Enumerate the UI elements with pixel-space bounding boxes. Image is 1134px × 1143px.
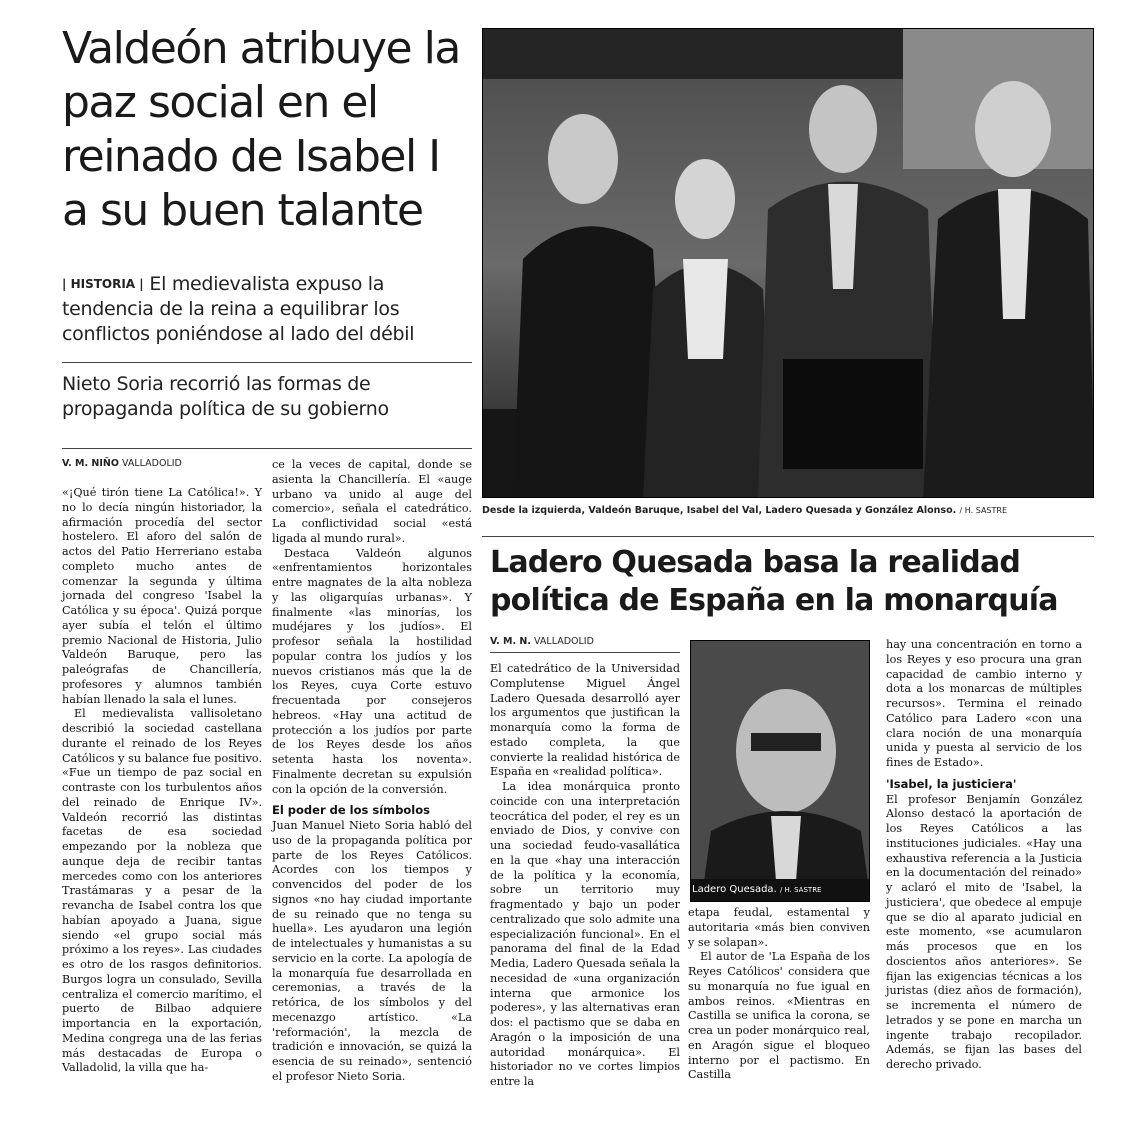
paragraph: La idea monárquica pronto coincide con una interpretación teocrática del poder, el rey es un enviado de Dios, y convive con una sociedad feudo-vasallática en la que «hay una interacción de la política y la economía, sobre un territorio muy fragmentado y bajo un poder centralizado que solo admite una especialización funcional». En el panorama del final de la Edad Media, Ladero Quesada señala la necesidad de «una organización interna que armonice los poderes», y las alternativas eran dos: el pactismo que se daba en Aragón o la imposición de una autoridad monárquica». El historiador no ve cortes limpios entre la xyxy=(490,780,680,1088)
byline-author: V. M. N. xyxy=(490,636,531,647)
subheadline-text: El medievalista expuso la tendencia de la reina a equilibrar los conflictos poniéndose al lado del débil xyxy=(62,273,415,345)
divider xyxy=(62,362,472,363)
article2-column-1 xyxy=(490,662,680,1090)
paragraph: El medievalista vallisoletano describió la sociedad castellana durante el reinado de los Reyes Católicos y su balance fue positivo. «Fue un tiempo de paz social en contraste con los turbulentos años del reinado de Enrique IV». Valdeón recorrió las distintas facetas de esa sociedad empezando por la nobleza que aunque deja de recibir tantas mercedes como con los anteriores Trastámaras y a pesar de la revancha de Isabel contra los que habían apoyado a Juana, sigue siendo «el grupo social más próximo a los reyes». Las ciudades es otro de los rasgos definitorios. Burgos logra un consulado, Sevilla centraliza el comercio marítimo, el puerto de Bilbao adquiere importancia en la exportación, Medina congrega una de las ferias más destacadas de Europa o Valladolid, la villa que ha- xyxy=(62,707,262,1075)
section-heading: El poder de los símbolos xyxy=(272,803,430,818)
group-photo xyxy=(482,28,1094,498)
photo-credit: / H. SASTRE xyxy=(959,506,1008,515)
section-tag: | HISTORIA | xyxy=(62,277,144,291)
paragraph: El catedrático de la Universidad Complutense Miguel Ángel Ladero Quesada desarrolló ayer los argumentos que justifican la monarquía como la forma de estado completa, la que convierte la realidad histórica de España en «realidad política». xyxy=(490,662,680,779)
portrait-photo xyxy=(690,640,870,902)
paragraph: ce la veces de capital, donde se asienta la Chancillería. El «auge urbano va unido al auge del comercio», señala el catedrático. La conflictividad social «está ligada al mundo rural». xyxy=(272,458,472,545)
paragraph: hay una concentración en torno a los Reyes y eso procura una gran capacidad de cambio interno y dota a los monarcas de múltiples recursos». Termina el reinado Católico para Ladero «con una clara noción de una monarquía unida y puesta al servicio de los fines de Estado». xyxy=(886,638,1082,769)
section-heading: 'Isabel, la justiciera' xyxy=(886,776,1017,791)
group-photo-image xyxy=(483,29,1094,498)
subheadline xyxy=(62,272,472,347)
byline-city: VALLADOLID xyxy=(534,636,594,647)
second-headline: Ladero Quesada basa la realidad política de España en la monarquía xyxy=(490,545,1058,618)
byline-city: VALLADOLID xyxy=(121,458,182,469)
divider xyxy=(490,652,680,653)
paragraph: El profesor Benjamín González Alonso destacó la aportación de los Reyes Católicos a las instituciones judiciales. «Hay una exhaustiva referencia a la Justicia en la documentación del reinado» y aclaró el mito de 'Isabel, la justiciera', que obedece al empuje que se dio al aparato judicial en este momento, «se acumularon más procesos que en los doscientos años anteriores». Se fijan las exigencias técnicas a los juristas (diez años de formación), se incrementa el número de letrados y se pone en marcha un ingente trabajo recopilador. Además, se fijan las bases del derecho privado. xyxy=(886,792,1082,1071)
byline xyxy=(62,458,182,469)
portrait-caption xyxy=(692,884,821,895)
portrait-credit: / H. SASTRE xyxy=(779,886,822,894)
divider xyxy=(482,536,1094,537)
main-headline: Valdeón atribuye la paz social en el reinado de Isabel I a su buen talante xyxy=(62,23,460,236)
byline-author: V. M. NIÑO xyxy=(62,458,119,469)
photo-caption-text: Desde la izquierda, Valdeón Baruque, Isabel del Val, Ladero Quesada y González Alonso. xyxy=(482,505,957,516)
paragraph: etapa feudal, estamental y autoritaria «más bien conviven y se solapan». xyxy=(688,906,870,949)
article2-column-3 xyxy=(886,638,1082,1073)
portrait-caption-text: Ladero Quesada. xyxy=(692,884,777,895)
paragraph: Destaca Valdeón algunos «enfrentamientos horizontales entre magnates de la alta nobleza y las oligarquías urbanas». Y finalmente «las minorías, los mudéjares y los judíos». El profesor señala la hostilidad popular contra los judíos y los nuevos cristianos más que la de los Reyes, cuya Corte estuvo frecuentada por consejeros hebreos. «Hay una actitud de protección a los judíos por parte de los Reyes desde los años setenta hasta los noventa». Finalmente decretan su expulsión con la opción de la conversión. xyxy=(272,546,472,796)
paragraph: El autor de 'La España de los Reyes Católicos' considera que su monarquía no fue igual en ambos reinos. «Mientras en Castilla se unifica la corona, se crea un poder monárquico real, en Aragón sigue el bloqueo interno por el pactismo. En Castilla xyxy=(688,950,870,1082)
article1-column-2 xyxy=(272,458,472,1085)
divider xyxy=(62,448,472,449)
second-subheadline: Nieto Soria recorrió las formas de propaganda política de su gobierno xyxy=(62,373,389,420)
photo-caption xyxy=(482,505,1094,516)
portrait-image xyxy=(691,641,870,902)
paragraph: Juan Manuel Nieto Soria habló del uso de la propaganda política por parte de los Reyes Católicos. Acordes con los tiempos y convencidos del poder de los signos «no hay ciudad importante de su reinado que no tenga su huella». Les ayudaron una legión de intelectuales y humanistas a su servicio en la corte. La apología de la monarquía fue desarrollada en ceremonias, a través de la retórica, de los símbolos y del mecenazgo artístico. «La 'reformación', la mezcla de tradición e innovación, se quizá la esencia de su reinado», sentenció el profesor Nieto Soria. xyxy=(272,819,472,1083)
article2-column-2 xyxy=(688,906,870,1083)
paragraph: «¡Qué tirón tiene La Católica!». Y no lo decía ningún historiador, la afirmación procedía del sector hostelero. El aforo del salón de actos del Patio Herreriano estaba completo mucho antes de comenzar la segunda y última jornada del congreso 'Isabel la Católica y su época'. Quizá porque ayer subía el telón el último premio Nacional de Historia, Julio Valdeón Baruque, pero las paleógrafas de Chancillería, profesores y alumnos también habían llenado la sala el lunes. xyxy=(62,486,262,706)
article1-column-1 xyxy=(62,486,262,1076)
byline xyxy=(490,636,594,647)
